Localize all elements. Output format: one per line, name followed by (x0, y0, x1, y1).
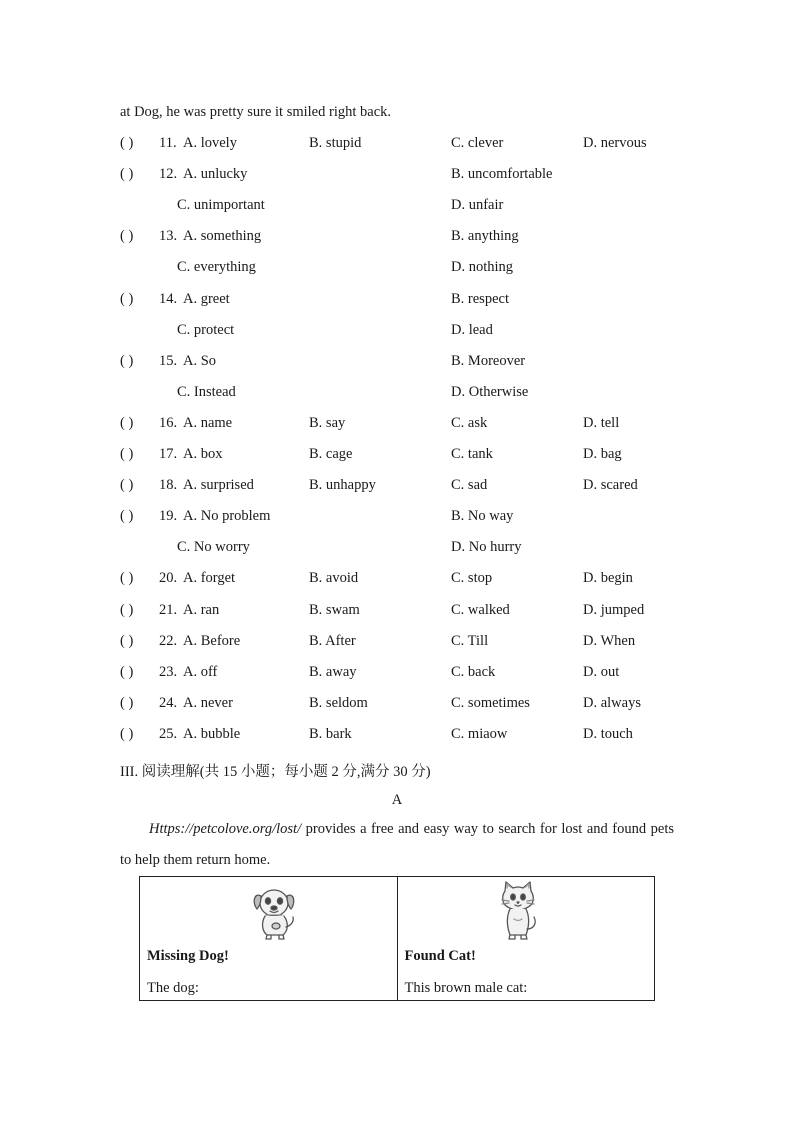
answer-blank[interactable]: ( ) (120, 135, 134, 151)
option-c[interactable]: C. Instead (177, 384, 236, 400)
option-d[interactable]: D. nothing (451, 259, 514, 275)
option-a[interactable]: A. No problem (183, 508, 271, 524)
option-d[interactable]: D. lead (451, 322, 493, 338)
option-a[interactable]: A. box (183, 446, 223, 462)
option-d[interactable]: D. unfair (451, 197, 504, 213)
option-b[interactable]: B. After (309, 633, 356, 649)
question-number: 16. (159, 415, 178, 431)
option-d[interactable]: D. No hurry (451, 539, 522, 555)
option-b[interactable]: B. No way (451, 508, 514, 524)
option-c[interactable]: C. unimportant (177, 197, 265, 213)
passage-intro (120, 814, 674, 876)
option-d[interactable]: D. out (583, 664, 620, 680)
option-a[interactable]: A. lovely (183, 135, 237, 151)
answer-blank[interactable]: ( ) (120, 166, 134, 182)
option-a[interactable]: A. off (183, 664, 218, 680)
option-a[interactable]: A. greet (183, 291, 230, 307)
answer-blank[interactable]: ( ) (120, 695, 134, 711)
question-number: 15. (159, 353, 178, 369)
option-b[interactable]: B. seldom (309, 695, 368, 711)
option-c[interactable]: C. sometimes (451, 695, 530, 711)
dog-icon (248, 879, 300, 941)
question-number: 18. (159, 477, 178, 493)
option-a[interactable]: A. bubble (183, 726, 241, 742)
option-c[interactable]: C. clever (451, 135, 504, 151)
option-d[interactable]: D. jumped (583, 602, 645, 618)
answer-blank[interactable]: ( ) (120, 570, 134, 586)
option-c[interactable]: C. protect (177, 322, 235, 338)
found-cat-title: Found Cat! (404, 948, 476, 964)
answer-blank[interactable]: ( ) (120, 446, 134, 462)
answer-blank[interactable]: ( ) (120, 664, 134, 680)
answer-blank[interactable]: ( ) (120, 353, 134, 369)
option-d[interactable]: D. bag (583, 446, 622, 462)
option-d[interactable]: D. begin (583, 570, 633, 586)
option-d[interactable]: D. touch (583, 726, 633, 742)
option-b[interactable]: B. uncomfortable (451, 166, 553, 182)
answer-blank[interactable]: ( ) (120, 291, 134, 307)
option-b[interactable]: B. stupid (309, 135, 362, 151)
answer-blank[interactable]: ( ) (120, 508, 134, 524)
option-b[interactable]: B. say (309, 415, 346, 431)
question-number: 24. (159, 695, 178, 711)
question-number: 20. (159, 570, 178, 586)
option-b[interactable]: B. away (309, 664, 357, 680)
option-c[interactable]: C. walked (451, 602, 510, 618)
option-b[interactable]: B. bark (309, 726, 352, 742)
question-number: 17. (159, 446, 178, 462)
option-b[interactable]: B. anything (451, 228, 519, 244)
question-number: 21. (159, 602, 178, 618)
answer-blank[interactable]: ( ) (120, 477, 134, 493)
option-c[interactable]: C. sad (451, 477, 488, 493)
option-c[interactable]: C. ask (451, 415, 488, 431)
answer-blank[interactable]: ( ) (120, 726, 134, 742)
passage-text: provides a free and easy way to search for lost and found pets to help them return home. (120, 821, 674, 868)
option-c[interactable]: C. No worry (177, 539, 250, 555)
option-b[interactable]: B. Moreover (451, 353, 526, 369)
option-b[interactable]: B. cage (309, 446, 353, 462)
passage-url: Https://petcolove.org/lost/ (149, 821, 302, 837)
answer-blank[interactable]: ( ) (120, 415, 134, 431)
cat-icon (496, 879, 540, 941)
found-cat-cell (397, 877, 655, 1001)
option-d[interactable]: D. nervous (583, 135, 647, 151)
question-number: 25. (159, 726, 178, 742)
question-number: 22. (159, 633, 178, 649)
option-a[interactable]: A. never (183, 695, 233, 711)
missing-dog-cell (140, 877, 398, 1001)
option-c[interactable]: C. everything (177, 259, 256, 275)
option-c[interactable]: C. tank (451, 446, 493, 462)
pet-notice-table (139, 876, 655, 1001)
question-number: 14. (159, 291, 178, 307)
question-number: 19. (159, 508, 178, 524)
option-a[interactable]: A. surprised (183, 477, 254, 493)
passage-continuation: at Dog, he was pretty sure it smiled right back. (120, 104, 392, 120)
question-number: 13. (159, 228, 178, 244)
answer-blank[interactable]: ( ) (120, 228, 134, 244)
option-b[interactable]: B. unhappy (309, 477, 376, 493)
option-c[interactable]: C. Till (451, 633, 489, 649)
option-c[interactable]: C. back (451, 664, 496, 680)
option-a[interactable]: A. So (183, 353, 217, 369)
option-d[interactable]: D. Otherwise (451, 384, 529, 400)
passage-label: A (391, 792, 403, 808)
missing-dog-description: The dog: (147, 980, 199, 996)
answer-blank[interactable]: ( ) (120, 602, 134, 618)
option-a[interactable]: A. forget (183, 570, 236, 586)
option-c[interactable]: C. stop (451, 570, 493, 586)
found-cat-description: This brown male cat: (404, 980, 528, 996)
question-number: 12. (159, 166, 178, 182)
option-a[interactable]: A. ran (183, 602, 220, 618)
option-a[interactable]: A. something (183, 228, 262, 244)
option-b[interactable]: B. swam (309, 602, 360, 618)
section-heading: III. 阅读理解(共 15 小题；每小题 2 分,满分 30 分) (120, 764, 431, 780)
option-d[interactable]: D. tell (583, 415, 620, 431)
option-d[interactable]: D. When (583, 633, 636, 649)
missing-dog-title: Missing Dog! (147, 948, 229, 964)
answer-blank[interactable]: ( ) (120, 633, 134, 649)
option-a[interactable]: A. name (183, 415, 233, 431)
option-b[interactable]: B. avoid (309, 570, 359, 586)
option-d[interactable]: D. always (583, 695, 641, 711)
option-c[interactable]: C. miaow (451, 726, 508, 742)
question-number: 11. (159, 135, 177, 151)
question-number: 23. (159, 664, 178, 680)
option-d[interactable]: D. scared (583, 477, 638, 493)
option-b[interactable]: B. respect (451, 291, 509, 307)
option-a[interactable]: A. Before (183, 633, 241, 649)
option-a[interactable]: A. unlucky (183, 166, 248, 182)
